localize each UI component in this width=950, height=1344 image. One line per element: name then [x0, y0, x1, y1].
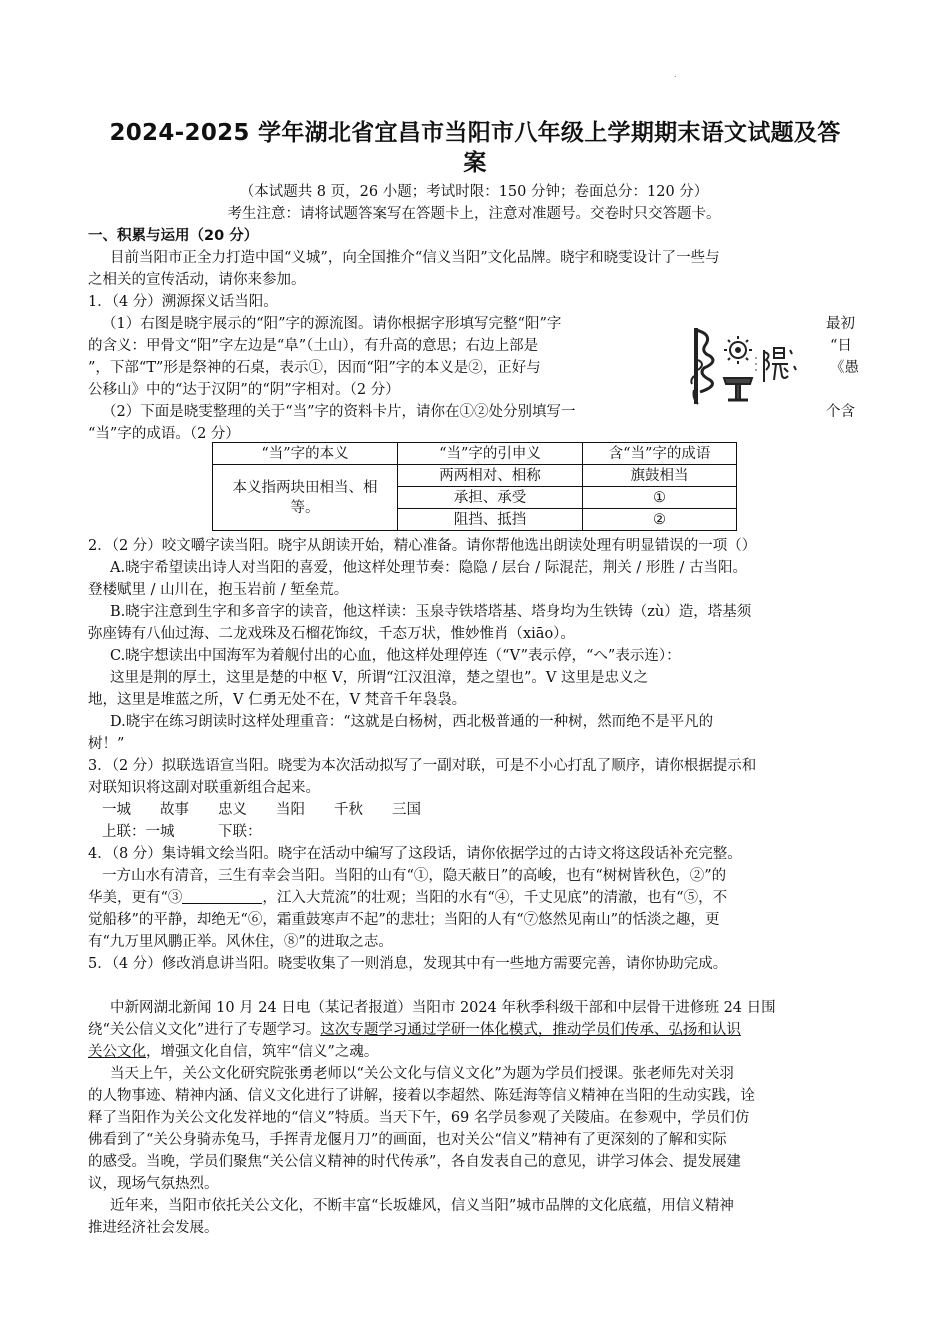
table-cell-original-meaning [213, 465, 398, 531]
exam-title-line-2: 案 [463, 150, 487, 176]
exam-title [70, 118, 880, 178]
q2-option-c-line-3: 地，这里是堆蓝之所，V 仁勇无处不在，V 梵音千年袅袅。 [88, 692, 467, 708]
q1-part1-line-2: 的含义：甲骨文“阳”字左边是“阜”（土山），有升高的意思；右边上部是 [88, 338, 539, 354]
yang-character-evolution-figure [688, 320, 806, 412]
q1-part2-line-1-right: 个含 [826, 404, 855, 420]
question-3-line-1: 3．（2 分）拟联选语宣当阳。晓雯为本次活动拟写了一副对联，可是不小心打乱了顺序，请你根据提示和 [88, 758, 757, 774]
table-header-row [213, 443, 737, 465]
news-para-2-line-2: 的人物事迹、精神内涵、信义文化进行了讲解，接着以李超然、陈廷海等信义精神在当阳的生动实践，诠 [88, 1088, 755, 1104]
table-row [213, 465, 737, 487]
oracle-bone-yang-glyph [691, 328, 713, 404]
news-text: 绕“关公信义文化”进行了专题学习。 [88, 1022, 321, 1038]
news-underlined-sentence-end: 关公文化 [88, 1044, 146, 1060]
q1-part1-line-1: （1）右图是晓宇展示的“阳”字的源流图。请你根据字形填写完整“阳”字 [102, 316, 562, 332]
news-para-1-line-3 [88, 1042, 378, 1062]
table-cell: 两两相对、相称 [398, 465, 583, 487]
section-1-heading: 一、积累与运用（20 分） [88, 228, 259, 244]
table-cell: 阻挡、抵挡 [398, 509, 583, 531]
sun-glyph [724, 336, 752, 364]
figure-divider-dots [755, 357, 757, 371]
q1-part1-line-1-right: 最初 [826, 316, 855, 332]
q2-option-d-line-2: 树！” [88, 736, 125, 752]
q2-option-b-line-2: 弥座铸有八仙过海、二龙戏珠及石榴花饰纹，千态万状，惟妙惟肖（xiāo）。 [88, 626, 575, 642]
q2-option-d-line-1: D.晓宇在练习朗读时这样处理重音：“这就是白杨树，西北极普通的一种树，然而绝不是平凡的 [110, 714, 714, 730]
exam-notice: 考生注意：请将试题答案写在答题卡上，注意对准题号。交卷时只交答题卡。 [227, 206, 721, 222]
news-para-3-line-2: 推进经济社会发展。 [88, 1220, 219, 1236]
q4-passage-line-3: 觉船移”的平静，却绝无“⑥，霜重鼓寒声不起”的悲壮；当阳的人有“⑦悠然见南山”的恬淡之趣，更 [88, 912, 720, 928]
news-para-2-line-6: 议，现场气氛热烈。 [88, 1176, 219, 1192]
table-header-cell: “当”字的本义 [213, 443, 398, 465]
news-text: ，增强文化自信，筑牢“信义”之魂。 [146, 1044, 379, 1060]
q4-passage-line-1: 一方山水有清音，三生有幸会当阳。当阳的山有“①，隐天蔽日”的高峻，也有“树树皆秋色，②”的 [102, 868, 727, 884]
intro-line-2: 之相关的宣传活动，请你来参加。 [88, 272, 306, 288]
q4-passage-line-2-end: ，江入大荒流”的壮观；当阳的水有“④，千丈见底”的清澈，也有“⑤，不 [262, 890, 728, 906]
top-dot: . [674, 70, 677, 79]
seal-script-yang-glyph [764, 348, 796, 382]
q3-couplet-lines: 上联：一城 下联： [102, 824, 262, 840]
news-para-2-line-5: 的感受。当晚，学员们聚焦“关公信义精神的时代传承”，各自发表自己的意见，讲学习体会、提发展建 [88, 1154, 741, 1170]
question-2: 2．（2 分）咬文嚼字读当阳。晓宇从朗读开始，精心准备。请你帮他选出朗读处理有明显错误的一项（） [88, 538, 757, 554]
q2-option-a-line-1: A.晓宇希望读出诗人对当阳的喜爱，他这样处理节奏：隐隐 / 层台 / 际混茫，荆关 / 形胜 / 古当阳。 [110, 560, 747, 576]
news-para-2-line-1: 当天上午，关公文化研究院张勇老师以“关公文化与信义文化”为题为学员们授课。张老师先对关羽 [110, 1066, 734, 1082]
table-header-cell: “当”字的引申义 [398, 443, 583, 465]
table-header-cell: 含“当”字的成语 [583, 443, 737, 465]
q2-option-a-line-2: 登楼赋里 / 山川在，抱玉岩前 / 堑垒荒。 [88, 582, 349, 598]
q4-passage-line-2-start: 华美，更有“③ [88, 890, 183, 906]
original-meaning-line-1: 本义指两块田相当、相 [232, 479, 378, 496]
q1-part1-line-4: 公移山》中的“达于汉阴”的“阴”字相对。（2 分） [88, 382, 400, 398]
question-4: 4．（8 分）集诗辑文绘当阳。晓宇在活动中编写了这段话，请你依据学过的古诗文将这段话补充完整。 [88, 846, 742, 862]
q3-word-bank: 一城 故事 忠义 当阳 千秋 三国 [102, 802, 421, 818]
table-cell: 旗鼓相当 [583, 465, 737, 487]
q4-passage-line-2 [88, 888, 727, 908]
table-cell: 承担、承受 [398, 487, 583, 509]
intro-line-1: 目前当阳市正全力打造中国“义城”，向全国推介“信义当阳”文化品牌。晓宇和晓雯设计了一些与 [110, 250, 720, 266]
altar-glyph [724, 378, 752, 400]
question-3-line-2: 对联知识将这副对联重新组合起来。 [88, 780, 320, 796]
news-underlined-sentence: 这次专题学习通过学研一体化模式，推动学员们传承、弘扬和认识 [320, 1022, 741, 1038]
q4-passage-line-4: 有“九万里风鹏正举。风休住，⑧”的进取之志。 [88, 934, 393, 950]
exam-title-line-1: 2024-2025 学年湖北省宜昌市当阳市八年级上学期期末语文试题及答 [109, 120, 841, 146]
q1-part2-line-1: （2）下面是晓雯整理的关于“当”字的资料卡片，请你在①②处分别填写一 [102, 404, 576, 420]
q4-answer-blank[interactable] [182, 889, 262, 904]
table-cell: ② [583, 509, 737, 531]
q2-option-b-line-1: B.晓宇注意到生字和多音字的读音，他这样读：玉泉寺铁塔塔基、塔身均为生铁铸（zù）造，塔基须 [110, 604, 752, 620]
table-cell: ① [583, 487, 737, 509]
news-para-1-line-1: 中新网湖北新闻 10 月 24 日电（某记者报道）当阳市 2024 年秋季科级干部和中层骨干进修班 24 日围 [110, 1000, 776, 1016]
original-meaning-line-2: 等。 [290, 499, 320, 516]
q2-option-c-line-2: 这里是荆的厚土，这里是楚的中枢 V，所谓“江汉沮漳，楚之望也”。V 这里是忠义之 [110, 670, 648, 686]
dang-character-table [212, 442, 737, 531]
news-para-2-line-3: 释了当阳作为关公文化发祥地的“信义”特质。当天下午，69 名学员参观了关陵庙。在参观中，学员们仿 [88, 1110, 750, 1126]
q1-part1-line-3-right: 《愚 [830, 360, 859, 376]
exam-info: （本试题共 8 页，26 小题；考试时限：150 分钟；卷面总分：120 分） [239, 184, 709, 200]
question-5: 5．（4 分）修改消息讲当阳。晓雯收集了一则消息，发现其中有一些地方需要完善，请你协助完成。 [88, 956, 728, 972]
q1-part1-line-2-right: “日 [830, 338, 852, 354]
news-para-1-line-2 [88, 1020, 741, 1040]
question-1: 1．（4 分）溯源探义话当阳。 [88, 294, 278, 310]
q2-option-c-line-1: C.晓宇想读出中国海军为着舰付出的心血，他这样处理停连（“V”表示停，“へ”表示连）： [110, 648, 681, 664]
q1-part2-line-2: “当”字的成语。（2 分） [88, 426, 240, 442]
news-para-2-line-4: 佛看到了“关公身骑赤兔马，手挥青龙偃月刀”的画面，也对关公“信义”精神有了更深刻的了解和实际 [88, 1132, 727, 1148]
q1-part1-line-3: ”，下部“T”形是祭神的石桌，表示①，因而“阳”字的本义是②，正好与 [88, 360, 541, 376]
news-para-3-line-1: 近年来，当阳市依托关公文化，不断丰富“长坂雄风，信义当阳”城市品牌的文化底蕴，用信义精神 [110, 1198, 734, 1214]
